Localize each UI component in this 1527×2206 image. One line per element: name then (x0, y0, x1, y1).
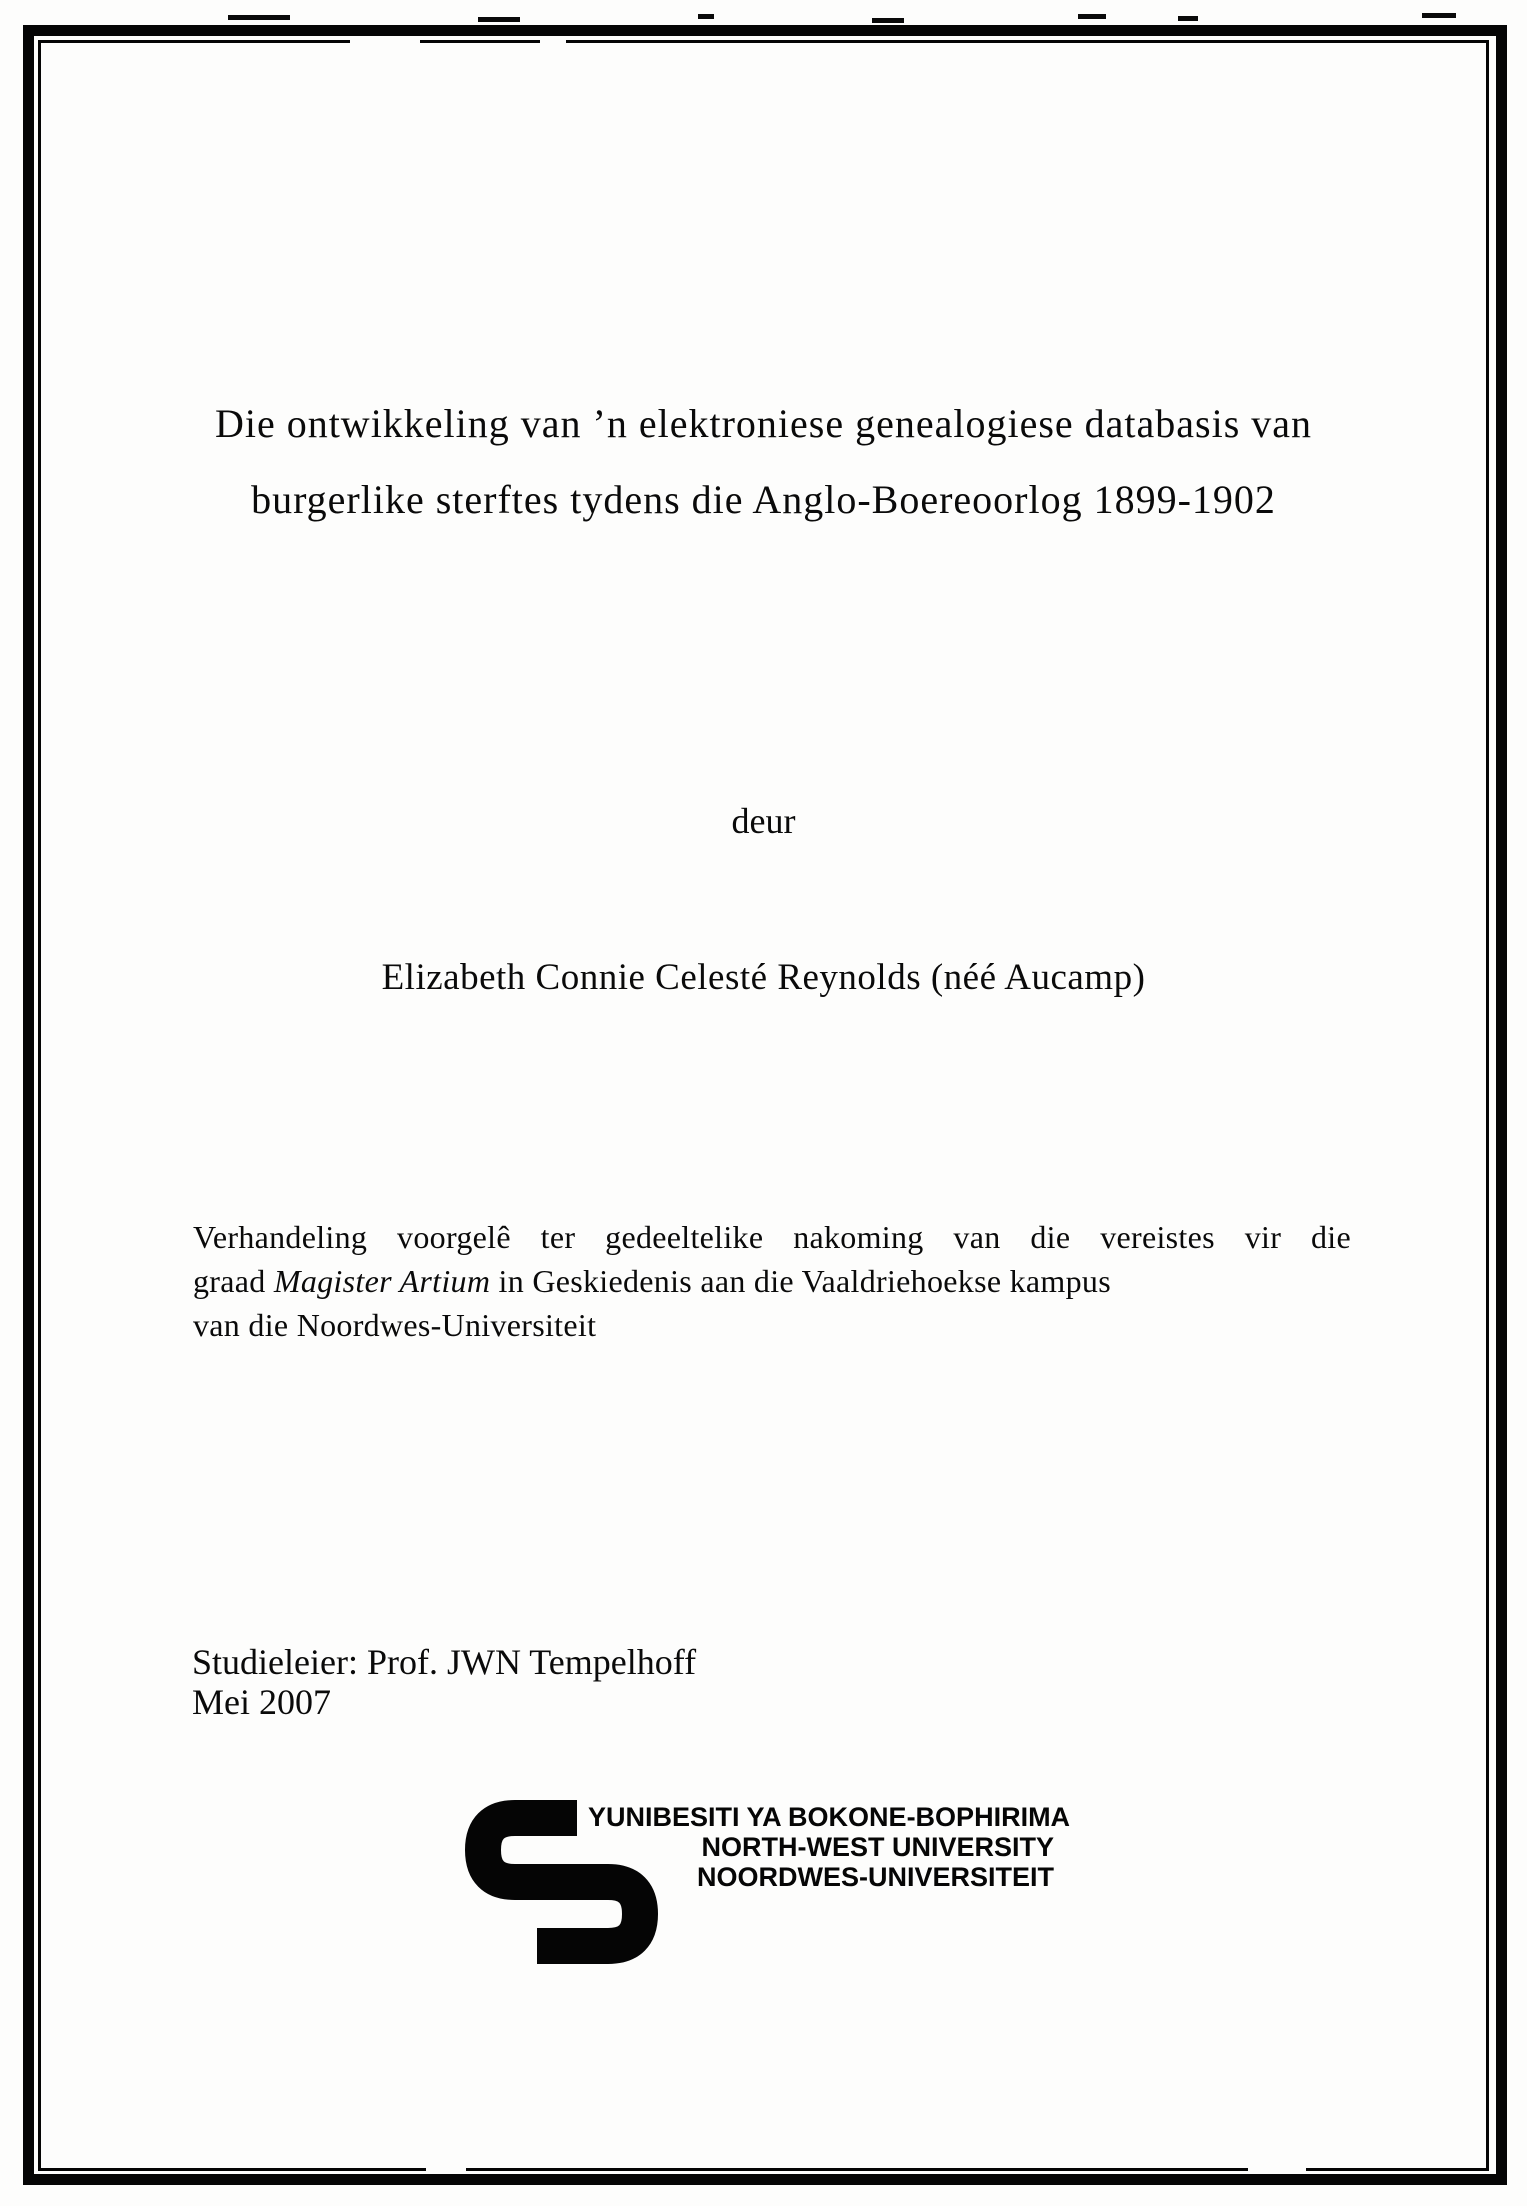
logo-text-line-2: NORTH-WEST UNIVERSITY (701, 1832, 1054, 1862)
title-line-2: burgerlike sterftes tydens die Anglo-Boereoorlog 1899-1902 (251, 477, 1276, 522)
scan-artifact (426, 2168, 466, 2172)
scan-artifact (478, 17, 520, 22)
thesis-title (110, 386, 1417, 538)
scan-artifact (1248, 2168, 1306, 2172)
statement-degree-name: Magister Artium (273, 1263, 491, 1299)
statement-line-2-post: in Geskiedenis aan die Vaaldriehoekse kampus (490, 1263, 1111, 1299)
scan-artifact (540, 39, 566, 44)
university-logo (465, 1800, 1071, 1970)
scan-artifact (228, 15, 290, 20)
byline: deur (731, 801, 796, 841)
scan-artifact (1422, 13, 1456, 18)
scan-artifact (1178, 16, 1198, 21)
statement-line-3: van die Noordwes-Universiteit (193, 1307, 597, 1343)
statement-line-1: Verhandeling voorgelê ter gedeeltelike nakoming van die vereistes vir die (193, 1219, 1351, 1255)
thesis-statement (193, 1215, 1351, 1347)
logo-text-line-3: NOORDWES-UNIVERSITEIT (696, 1862, 1054, 1892)
supervisor-block (192, 1642, 696, 1722)
date-line: Mei 2007 (192, 1682, 331, 1722)
statement-line-2-pre: graad (193, 1263, 274, 1299)
university-logo-text (588, 1802, 1071, 1892)
logo-text-line-1: YUNIBESITI YA BOKONE-BOPHIRIMA (588, 1802, 1071, 1832)
scan-artifact (350, 39, 420, 44)
title-line-1: Die ontwikkeling van ’n elektroniese genealogiese databasis van (214, 401, 1313, 446)
scan-artifact (1078, 14, 1106, 19)
scan-artifact (872, 18, 904, 23)
statement-line-2 (193, 1259, 1351, 1303)
scan-artifact (698, 14, 714, 19)
supervisor-line: Studieleier: Prof. JWN Tempelhoff (192, 1642, 697, 1682)
author-name: Elizabeth Connie Celesté Reynolds (néé Aucamp) (381, 957, 1146, 998)
